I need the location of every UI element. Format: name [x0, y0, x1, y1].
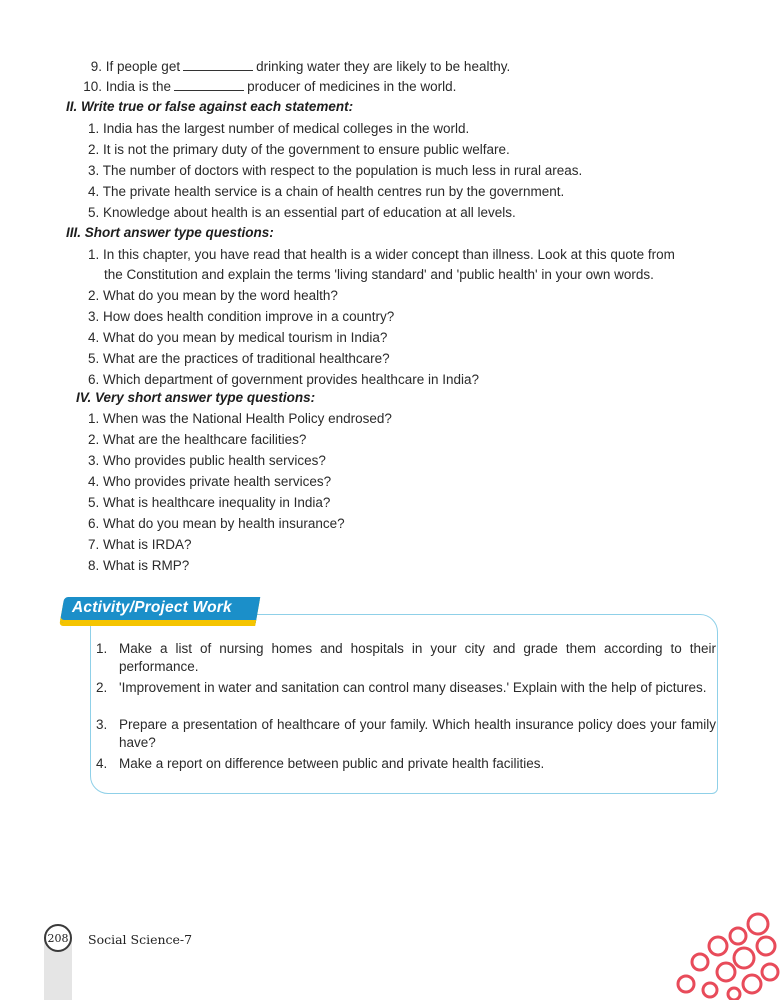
- blank-question-10: [82, 78, 456, 96]
- list-item: 3. How does health condition improve in a country?: [88, 309, 395, 324]
- list-item: 5. What are the practices of traditional healthcare?: [88, 351, 390, 366]
- section-heading-very-short-answer: IV. Very short answer type questions:: [76, 390, 316, 405]
- activity-title: Activity/Project Work: [72, 599, 232, 616]
- list-item: 6. What do you mean by health insurance?: [88, 516, 345, 531]
- question-number: 9.: [90, 59, 102, 74]
- question-number: 10.: [83, 79, 102, 94]
- list-item: 4. The private health service is a chain of health centres run by the government.: [88, 184, 565, 199]
- section-heading-true-false: II. Write true or false against each statement:: [66, 99, 354, 114]
- list-item: 3. The number of doctors with respect to the population is much less in rural areas.: [88, 163, 583, 178]
- activity-item: 4. Make a report on difference between public and private health facilities.: [96, 756, 545, 771]
- list-item: 1. In this chapter, you have read that health is a wider concept than illness. Look at this quote from: [88, 247, 675, 262]
- activity-item: 2. 'Improvement in water and sanitation can control many diseases.' Explain with the help of pictures.: [96, 680, 707, 695]
- list-item: 2. What are the healthcare facilities?: [88, 432, 307, 447]
- list-item: 4. Who provides private health services?: [88, 474, 332, 489]
- list-item: 5. Knowledge about health is an essential part of education at all levels.: [88, 205, 516, 220]
- list-item-continuation: the Constitution and explain the terms 'living standard' and 'public health' in your own words.: [104, 267, 654, 282]
- decorative-circles-icon: [672, 906, 782, 1000]
- list-item: 1. When was the National Health Policy endrosed?: [88, 411, 392, 426]
- activity-item: 3. Prepare a presentation of healthcare of your family. Which health insurance policy does your family have?: [96, 717, 716, 750]
- list-item: 1. India has the largest number of medical colleges in the world.: [88, 121, 470, 136]
- list-item: 6. Which department of government provides healthcare in India?: [88, 372, 479, 387]
- list-item: 5. What is healthcare inequality in India?: [88, 495, 331, 510]
- list-item: 7. What is IRDA?: [88, 537, 192, 552]
- list-item: 4. What do you mean by medical tourism in India?: [88, 330, 388, 345]
- list-item: 2. What do you mean by the word health?: [88, 288, 338, 303]
- activity-item: 1. Make a list of nursing homes and hospitals in your city and grade them according to their performance.: [96, 641, 716, 674]
- question-text-before: India is the: [105, 79, 172, 94]
- list-item: 3. Who provides public health services?: [88, 453, 326, 468]
- answer-blank: [174, 78, 244, 91]
- answer-blank: [183, 58, 253, 71]
- list-item: 2. It is not the primary duty of the government to ensure public welfare.: [88, 142, 510, 157]
- question-text-after: producer of medicines in the world.: [247, 79, 457, 94]
- question-text-before: If people get: [105, 59, 181, 74]
- book-title: Social Science-7: [88, 932, 193, 947]
- list-item: 8. What is RMP?: [88, 558, 190, 573]
- page-number: 208: [44, 924, 72, 952]
- question-text-after: drinking water they are likely to be healthy.: [256, 59, 511, 74]
- blank-question-9: [82, 58, 510, 76]
- section-heading-short-answer: III. Short answer type questions:: [66, 225, 274, 240]
